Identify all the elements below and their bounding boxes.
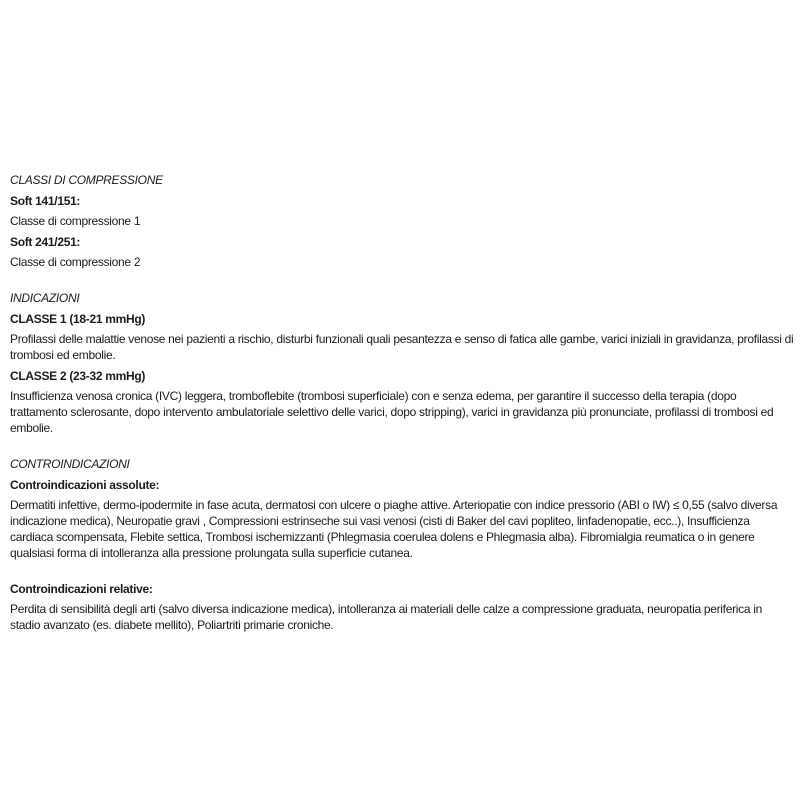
- soft-141-151-value: Classe di compressione 1: [10, 214, 141, 228]
- section-header-classi-di-compressione: CLASSI DI COMPRESSIONE: [10, 173, 163, 187]
- controindicazioni-relative-heading: Controindicazioni relative:: [10, 582, 153, 596]
- controindicazioni-assolute-paragraph: Dermatiti infettive, dermo-ipodermite in fase acuta, dermatosi con ulcere o piaghe attive. Arteriopatie con indice pressorio (ABI o IW) ≤ 0,55 (salvo diversa indicazione medica), Neuropatie gravi , Compressioni estrinseche sui vasi venosi (cisti di Baker del cavi popliteo, linfadenopatie, ecc..), Insufficienza cardiaca scompensata, Flebite settica, Trombosi ischemizzanti (Phlegmasia coerulea dolens e Phlegmasia alba). Fibromialgia reumatica o in genere qualsiasi forma di intolleranza alla pressione prolungata sulla superficie cutanea.: [10, 498, 778, 560]
- classe-2-paragraph: Insufficienza venosa cronica (IVC) leggera, tromboflebite (trombosi superficiale) con e senza edema, per garantire il successo della terapia (dopo trattamento sclerosante, dopo intervento ambulatoriale selettivo delle varici, dopo stripping), varici in gravidanza più pronunciate, profilassi di trombosi ed embolie.: [10, 389, 774, 435]
- classe-1-paragraph: Profilassi delle malattie venose nei pazienti a rischio, disturbi funzionali quali pesantezza e senso di fatica alle gambe, varici iniziali in gravidanza, profilassi di trombosi ed embolie.: [10, 332, 794, 362]
- soft-141-151-heading: Soft 141/151:: [10, 194, 81, 208]
- controindicazioni-assolute-heading: Controindicazioni assolute:: [10, 478, 160, 492]
- controindicazioni-relative-paragraph: Perdita di sensibilità degli arti (salvo diversa indicazione medica), intolleranza ai materiali delle calze a compressione graduata, neuropatia periferica in stadio avanzato (es. diabete mellito), Poliartriti primarie croniche.: [10, 602, 762, 632]
- soft-241-251-value: Classe di compressione 2: [10, 255, 141, 269]
- section-header-indicazioni: INDICAZIONI: [10, 291, 80, 305]
- classe-2-heading: CLASSE 2 (23-32 mmHg): [10, 369, 146, 383]
- section-header-controindicazioni: CONTROINDICAZIONI: [10, 457, 130, 471]
- classe-1-heading: CLASSE 1 (18-21 mmHg): [10, 312, 146, 326]
- soft-241-251-heading: Soft 241/251:: [10, 235, 81, 249]
